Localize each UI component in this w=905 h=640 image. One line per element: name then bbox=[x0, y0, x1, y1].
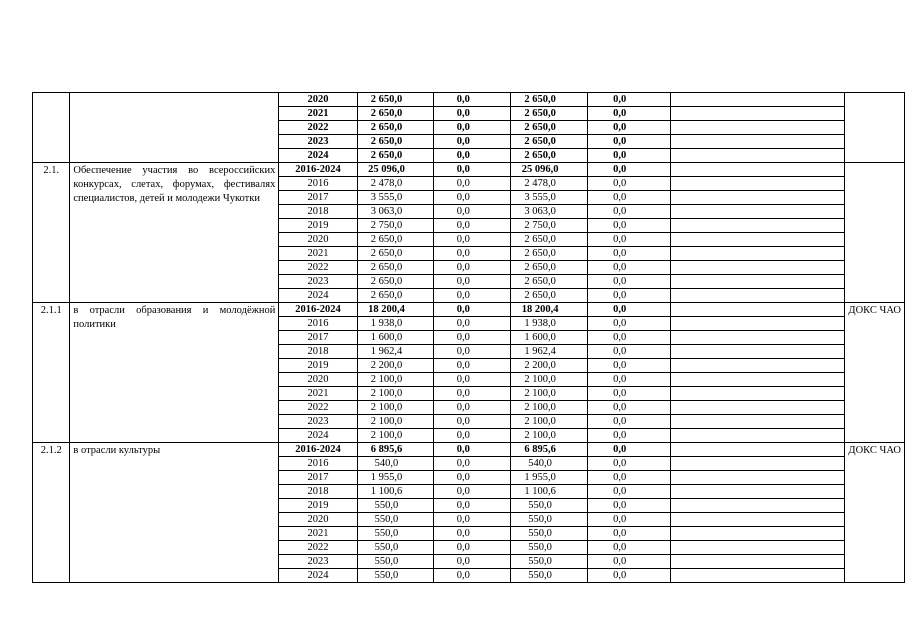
year-cell: 2024 bbox=[279, 289, 357, 303]
empty-cell bbox=[670, 485, 845, 499]
table-body bbox=[33, 93, 905, 583]
year-cell: 2022 bbox=[279, 541, 357, 555]
federal-amount-cell: 0,0 bbox=[434, 93, 511, 107]
other-amount-cell: 0,0 bbox=[587, 303, 670, 317]
year-cell: 2022 bbox=[279, 261, 357, 275]
federal-amount-cell: 0,0 bbox=[434, 135, 511, 149]
regional-amount-cell: 550,0 bbox=[511, 513, 588, 527]
federal-amount-cell: 0,0 bbox=[434, 233, 511, 247]
other-amount-cell: 0,0 bbox=[587, 289, 670, 303]
item-name-cell bbox=[70, 93, 279, 163]
other-amount-cell: 0,0 bbox=[587, 499, 670, 513]
empty-cell bbox=[670, 443, 845, 457]
empty-cell bbox=[670, 457, 845, 471]
empty-cell bbox=[670, 107, 845, 121]
total-amount-cell: 2 650,0 bbox=[357, 289, 434, 303]
year-cell: 2016 bbox=[279, 457, 357, 471]
federal-amount-cell: 0,0 bbox=[434, 429, 511, 443]
empty-cell bbox=[670, 359, 845, 373]
executor-cell bbox=[845, 93, 905, 163]
empty-cell bbox=[670, 149, 845, 163]
program-financing-table bbox=[32, 92, 905, 583]
table-row bbox=[33, 163, 905, 177]
table-row bbox=[33, 93, 905, 107]
federal-amount-cell: 0,0 bbox=[434, 191, 511, 205]
total-amount-cell: 2 478,0 bbox=[357, 177, 434, 191]
empty-cell bbox=[670, 219, 845, 233]
federal-amount-cell: 0,0 bbox=[434, 247, 511, 261]
other-amount-cell: 0,0 bbox=[587, 527, 670, 541]
total-amount-cell: 6 895,6 bbox=[357, 443, 434, 457]
federal-amount-cell: 0,0 bbox=[434, 359, 511, 373]
empty-cell bbox=[670, 415, 845, 429]
regional-amount-cell: 3 555,0 bbox=[511, 191, 588, 205]
regional-amount-cell: 550,0 bbox=[511, 555, 588, 569]
table-row bbox=[33, 303, 905, 317]
total-amount-cell: 2 650,0 bbox=[357, 135, 434, 149]
other-amount-cell: 0,0 bbox=[587, 373, 670, 387]
other-amount-cell: 0,0 bbox=[587, 219, 670, 233]
regional-amount-cell: 2 650,0 bbox=[511, 149, 588, 163]
total-amount-cell: 550,0 bbox=[357, 499, 434, 513]
regional-amount-cell: 25 096,0 bbox=[511, 163, 588, 177]
item-code-cell: 2.1.2 bbox=[33, 443, 70, 583]
federal-amount-cell: 0,0 bbox=[434, 303, 511, 317]
federal-amount-cell: 0,0 bbox=[434, 555, 511, 569]
total-amount-cell: 550,0 bbox=[357, 569, 434, 583]
federal-amount-cell: 0,0 bbox=[434, 471, 511, 485]
empty-cell bbox=[670, 569, 845, 583]
federal-amount-cell: 0,0 bbox=[434, 499, 511, 513]
empty-cell bbox=[670, 247, 845, 261]
empty-cell bbox=[670, 261, 845, 275]
federal-amount-cell: 0,0 bbox=[434, 345, 511, 359]
total-amount-cell: 2 650,0 bbox=[357, 149, 434, 163]
total-amount-cell: 2 100,0 bbox=[357, 429, 434, 443]
federal-amount-cell: 0,0 bbox=[434, 317, 511, 331]
year-cell: 2019 bbox=[279, 359, 357, 373]
year-cell: 2021 bbox=[279, 247, 357, 261]
empty-cell bbox=[670, 205, 845, 219]
total-amount-cell: 1 938,0 bbox=[357, 317, 434, 331]
year-cell: 2016-2024 bbox=[279, 443, 357, 457]
regional-amount-cell: 550,0 bbox=[511, 541, 588, 555]
empty-cell bbox=[670, 331, 845, 345]
year-cell: 2018 bbox=[279, 205, 357, 219]
other-amount-cell: 0,0 bbox=[587, 331, 670, 345]
year-cell: 2021 bbox=[279, 387, 357, 401]
item-name-cell: в отрасли культуры bbox=[70, 443, 279, 583]
other-amount-cell: 0,0 bbox=[587, 345, 670, 359]
federal-amount-cell: 0,0 bbox=[434, 275, 511, 289]
table-row bbox=[33, 443, 905, 457]
regional-amount-cell: 2 650,0 bbox=[511, 247, 588, 261]
regional-amount-cell: 2 650,0 bbox=[511, 289, 588, 303]
other-amount-cell: 0,0 bbox=[587, 149, 670, 163]
regional-amount-cell: 2 100,0 bbox=[511, 415, 588, 429]
federal-amount-cell: 0,0 bbox=[434, 569, 511, 583]
federal-amount-cell: 0,0 bbox=[434, 527, 511, 541]
total-amount-cell: 3 555,0 bbox=[357, 191, 434, 205]
item-code-cell bbox=[33, 93, 70, 163]
total-amount-cell: 2 650,0 bbox=[357, 107, 434, 121]
year-cell: 2020 bbox=[279, 513, 357, 527]
total-amount-cell: 550,0 bbox=[357, 513, 434, 527]
total-amount-cell: 1 955,0 bbox=[357, 471, 434, 485]
federal-amount-cell: 0,0 bbox=[434, 219, 511, 233]
total-amount-cell: 2 650,0 bbox=[357, 247, 434, 261]
year-cell: 2016-2024 bbox=[279, 303, 357, 317]
regional-amount-cell: 2 650,0 bbox=[511, 233, 588, 247]
regional-amount-cell: 2 100,0 bbox=[511, 401, 588, 415]
empty-cell bbox=[670, 289, 845, 303]
other-amount-cell: 0,0 bbox=[587, 191, 670, 205]
year-cell: 2023 bbox=[279, 415, 357, 429]
regional-amount-cell: 2 650,0 bbox=[511, 93, 588, 107]
total-amount-cell: 550,0 bbox=[357, 555, 434, 569]
other-amount-cell: 0,0 bbox=[587, 317, 670, 331]
regional-amount-cell: 1 962,4 bbox=[511, 345, 588, 359]
empty-cell bbox=[670, 499, 845, 513]
total-amount-cell: 25 096,0 bbox=[357, 163, 434, 177]
other-amount-cell: 0,0 bbox=[587, 387, 670, 401]
other-amount-cell: 0,0 bbox=[587, 177, 670, 191]
year-cell: 2020 bbox=[279, 373, 357, 387]
regional-amount-cell: 2 478,0 bbox=[511, 177, 588, 191]
empty-cell bbox=[670, 275, 845, 289]
other-amount-cell: 0,0 bbox=[587, 541, 670, 555]
regional-amount-cell: 2 650,0 bbox=[511, 107, 588, 121]
federal-amount-cell: 0,0 bbox=[434, 163, 511, 177]
empty-cell bbox=[670, 387, 845, 401]
other-amount-cell: 0,0 bbox=[587, 359, 670, 373]
year-cell: 2023 bbox=[279, 555, 357, 569]
empty-cell bbox=[670, 317, 845, 331]
regional-amount-cell: 1 100,6 bbox=[511, 485, 588, 499]
year-cell: 2023 bbox=[279, 135, 357, 149]
total-amount-cell: 2 100,0 bbox=[357, 373, 434, 387]
empty-cell bbox=[670, 541, 845, 555]
regional-amount-cell: 2 650,0 bbox=[511, 121, 588, 135]
other-amount-cell: 0,0 bbox=[587, 205, 670, 219]
federal-amount-cell: 0,0 bbox=[434, 205, 511, 219]
other-amount-cell: 0,0 bbox=[587, 163, 670, 177]
year-cell: 2019 bbox=[279, 499, 357, 513]
total-amount-cell: 2 650,0 bbox=[357, 93, 434, 107]
year-cell: 2023 bbox=[279, 275, 357, 289]
regional-amount-cell: 1 938,0 bbox=[511, 317, 588, 331]
year-cell: 2018 bbox=[279, 485, 357, 499]
year-cell: 2019 bbox=[279, 219, 357, 233]
total-amount-cell: 2 650,0 bbox=[357, 233, 434, 247]
other-amount-cell: 0,0 bbox=[587, 233, 670, 247]
federal-amount-cell: 0,0 bbox=[434, 541, 511, 555]
year-cell: 2024 bbox=[279, 429, 357, 443]
total-amount-cell: 540,0 bbox=[357, 457, 434, 471]
other-amount-cell: 0,0 bbox=[587, 429, 670, 443]
year-cell: 2021 bbox=[279, 527, 357, 541]
regional-amount-cell: 1 955,0 bbox=[511, 471, 588, 485]
empty-cell bbox=[670, 513, 845, 527]
regional-amount-cell: 2 650,0 bbox=[511, 261, 588, 275]
federal-amount-cell: 0,0 bbox=[434, 415, 511, 429]
year-cell: 2020 bbox=[279, 233, 357, 247]
regional-amount-cell: 2 650,0 bbox=[511, 135, 588, 149]
year-cell: 2017 bbox=[279, 191, 357, 205]
regional-amount-cell: 18 200,4 bbox=[511, 303, 588, 317]
item-name-cell: Обеспечение участия во всероссийских конкурсах, слетах, форумах, фестивалях специалистов, детей и молодежи Чукотки bbox=[70, 163, 279, 303]
empty-cell bbox=[670, 471, 845, 485]
empty-cell bbox=[670, 191, 845, 205]
total-amount-cell: 2 750,0 bbox=[357, 219, 434, 233]
year-cell: 2017 bbox=[279, 471, 357, 485]
regional-amount-cell: 550,0 bbox=[511, 527, 588, 541]
total-amount-cell: 18 200,4 bbox=[357, 303, 434, 317]
other-amount-cell: 0,0 bbox=[587, 415, 670, 429]
federal-amount-cell: 0,0 bbox=[434, 513, 511, 527]
other-amount-cell: 0,0 bbox=[587, 107, 670, 121]
empty-cell bbox=[670, 429, 845, 443]
regional-amount-cell: 550,0 bbox=[511, 499, 588, 513]
empty-cell bbox=[670, 345, 845, 359]
other-amount-cell: 0,0 bbox=[587, 443, 670, 457]
empty-cell bbox=[670, 373, 845, 387]
empty-cell bbox=[670, 233, 845, 247]
federal-amount-cell: 0,0 bbox=[434, 387, 511, 401]
regional-amount-cell: 2 100,0 bbox=[511, 387, 588, 401]
year-cell: 2021 bbox=[279, 107, 357, 121]
other-amount-cell: 0,0 bbox=[587, 121, 670, 135]
other-amount-cell: 0,0 bbox=[587, 569, 670, 583]
other-amount-cell: 0,0 bbox=[587, 555, 670, 569]
regional-amount-cell: 2 100,0 bbox=[511, 373, 588, 387]
empty-cell bbox=[670, 135, 845, 149]
empty-cell bbox=[670, 401, 845, 415]
year-cell: 2022 bbox=[279, 401, 357, 415]
other-amount-cell: 0,0 bbox=[587, 401, 670, 415]
executor-cell: ДОКС ЧАО bbox=[845, 443, 905, 583]
empty-cell bbox=[670, 177, 845, 191]
federal-amount-cell: 0,0 bbox=[434, 485, 511, 499]
regional-amount-cell: 6 895,6 bbox=[511, 443, 588, 457]
total-amount-cell: 550,0 bbox=[357, 541, 434, 555]
empty-cell bbox=[670, 303, 845, 317]
empty-cell bbox=[670, 527, 845, 541]
regional-amount-cell: 540,0 bbox=[511, 457, 588, 471]
year-cell: 2016-2024 bbox=[279, 163, 357, 177]
empty-cell bbox=[670, 163, 845, 177]
empty-cell bbox=[670, 555, 845, 569]
year-cell: 2020 bbox=[279, 93, 357, 107]
other-amount-cell: 0,0 bbox=[587, 261, 670, 275]
federal-amount-cell: 0,0 bbox=[434, 443, 511, 457]
regional-amount-cell: 2 750,0 bbox=[511, 219, 588, 233]
year-cell: 2024 bbox=[279, 149, 357, 163]
item-code-cell: 2.1. bbox=[33, 163, 70, 303]
other-amount-cell: 0,0 bbox=[587, 135, 670, 149]
federal-amount-cell: 0,0 bbox=[434, 331, 511, 345]
federal-amount-cell: 0,0 bbox=[434, 107, 511, 121]
total-amount-cell: 2 100,0 bbox=[357, 415, 434, 429]
other-amount-cell: 0,0 bbox=[587, 93, 670, 107]
other-amount-cell: 0,0 bbox=[587, 247, 670, 261]
year-cell: 2016 bbox=[279, 177, 357, 191]
executor-cell bbox=[845, 163, 905, 303]
federal-amount-cell: 0,0 bbox=[434, 261, 511, 275]
regional-amount-cell: 3 063,0 bbox=[511, 205, 588, 219]
total-amount-cell: 1 100,6 bbox=[357, 485, 434, 499]
other-amount-cell: 0,0 bbox=[587, 275, 670, 289]
year-cell: 2024 bbox=[279, 569, 357, 583]
federal-amount-cell: 0,0 bbox=[434, 121, 511, 135]
total-amount-cell: 2 650,0 bbox=[357, 121, 434, 135]
total-amount-cell: 1 600,0 bbox=[357, 331, 434, 345]
other-amount-cell: 0,0 bbox=[587, 485, 670, 499]
year-cell: 2022 bbox=[279, 121, 357, 135]
regional-amount-cell: 1 600,0 bbox=[511, 331, 588, 345]
total-amount-cell: 1 962,4 bbox=[357, 345, 434, 359]
federal-amount-cell: 0,0 bbox=[434, 373, 511, 387]
federal-amount-cell: 0,0 bbox=[434, 457, 511, 471]
total-amount-cell: 2 650,0 bbox=[357, 261, 434, 275]
regional-amount-cell: 550,0 bbox=[511, 569, 588, 583]
year-cell: 2016 bbox=[279, 317, 357, 331]
total-amount-cell: 3 063,0 bbox=[357, 205, 434, 219]
total-amount-cell: 550,0 bbox=[357, 527, 434, 541]
total-amount-cell: 2 100,0 bbox=[357, 401, 434, 415]
total-amount-cell: 2 650,0 bbox=[357, 275, 434, 289]
other-amount-cell: 0,0 bbox=[587, 513, 670, 527]
executor-cell: ДОКС ЧАО bbox=[845, 303, 905, 443]
federal-amount-cell: 0,0 bbox=[434, 149, 511, 163]
total-amount-cell: 2 100,0 bbox=[357, 387, 434, 401]
item-code-cell: 2.1.1 bbox=[33, 303, 70, 443]
regional-amount-cell: 2 100,0 bbox=[511, 429, 588, 443]
year-cell: 2018 bbox=[279, 345, 357, 359]
empty-cell bbox=[670, 121, 845, 135]
other-amount-cell: 0,0 bbox=[587, 471, 670, 485]
year-cell: 2017 bbox=[279, 331, 357, 345]
federal-amount-cell: 0,0 bbox=[434, 401, 511, 415]
federal-amount-cell: 0,0 bbox=[434, 289, 511, 303]
regional-amount-cell: 2 650,0 bbox=[511, 275, 588, 289]
item-name-cell: в отрасли образования и молодёжной политики bbox=[70, 303, 279, 443]
total-amount-cell: 2 200,0 bbox=[357, 359, 434, 373]
federal-amount-cell: 0,0 bbox=[434, 177, 511, 191]
regional-amount-cell: 2 200,0 bbox=[511, 359, 588, 373]
empty-cell bbox=[670, 93, 845, 107]
other-amount-cell: 0,0 bbox=[587, 457, 670, 471]
